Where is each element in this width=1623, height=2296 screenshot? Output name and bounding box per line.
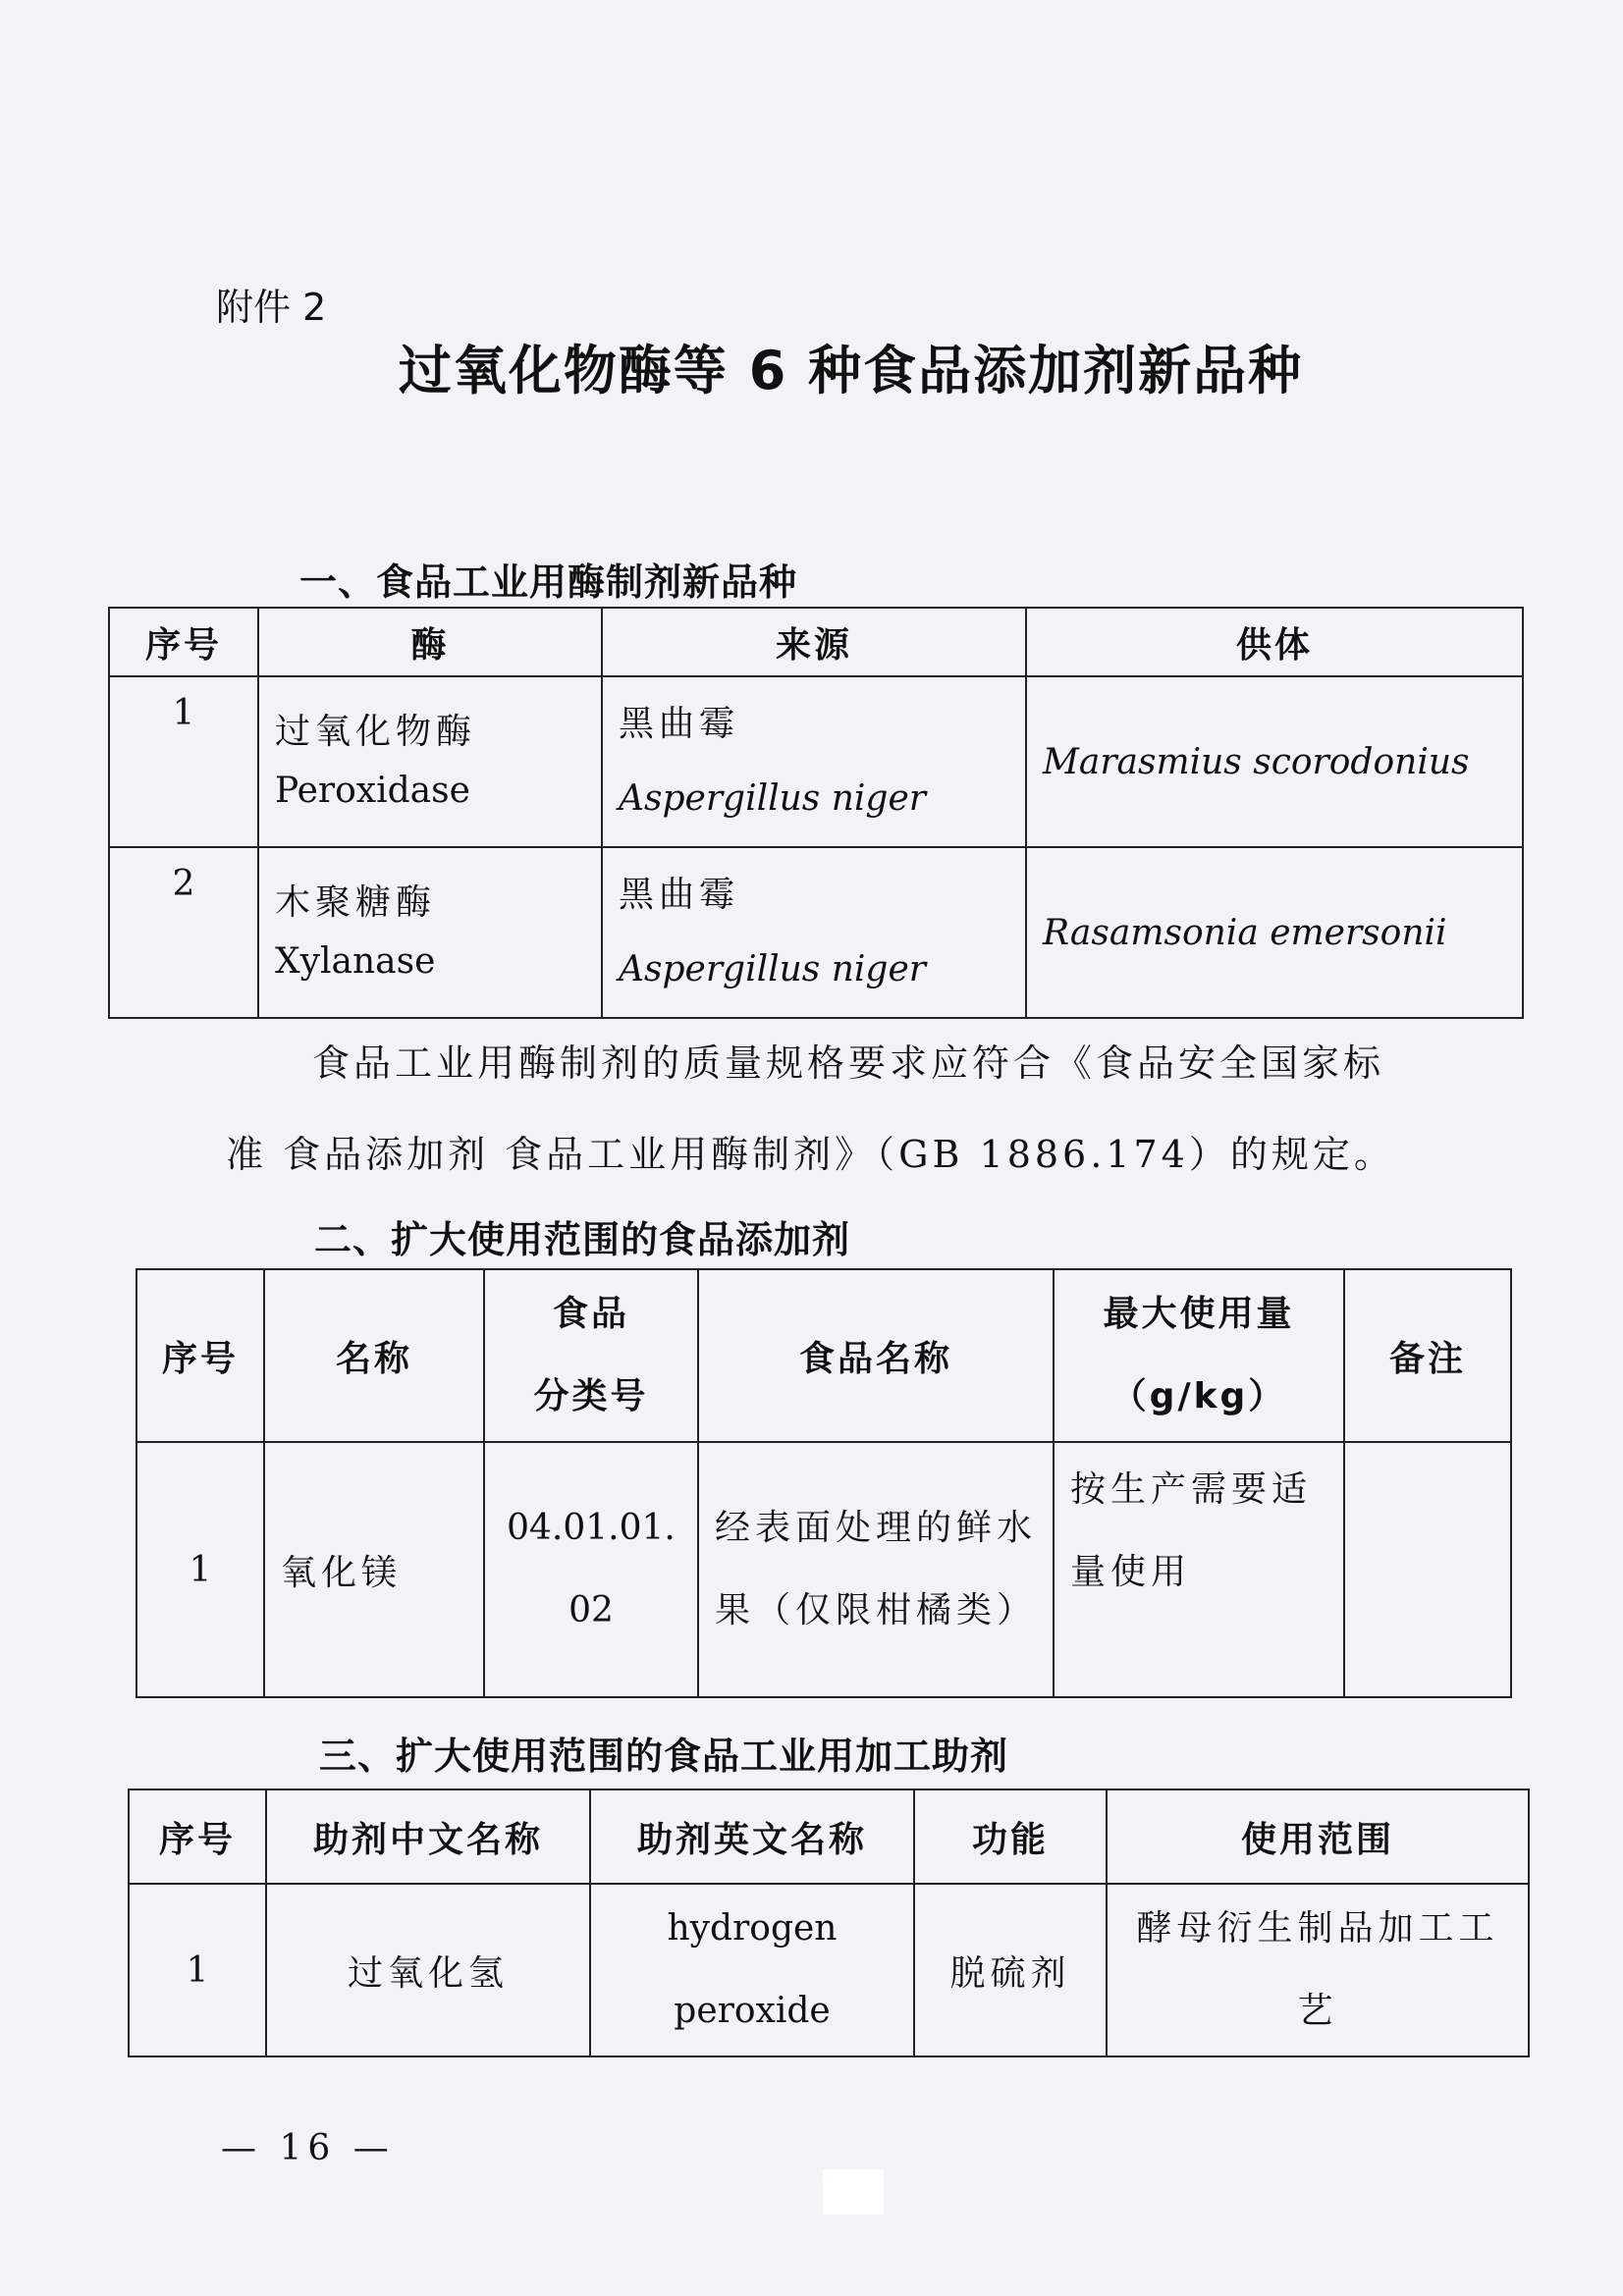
aid-name-en: hydrogen peroxide	[590, 1884, 914, 2056]
header-category	[484, 1269, 698, 1442]
header-name-cn: 助剂中文名称	[266, 1789, 590, 1884]
enzyme-en: Peroxidase	[275, 771, 470, 811]
row-no: 1	[129, 1884, 266, 2056]
source-cn: 黑曲霉	[619, 875, 740, 915]
category-number: 04.01.01.02	[484, 1442, 698, 1697]
aid-scope: 酵母衍生制品加工工艺	[1107, 1884, 1529, 2056]
enzyme-cell	[258, 847, 602, 1018]
header-max	[1054, 1269, 1344, 1442]
header-enzyme: 酶	[258, 608, 602, 676]
source-cn: 黑曲霉	[619, 704, 740, 744]
enzyme-table	[108, 607, 1524, 1019]
header-no: 序号	[109, 608, 258, 676]
table-row	[136, 1442, 1511, 1697]
header-max-line1: 最大使用量	[1103, 1294, 1295, 1334]
max-usage: 按生产需要适量使用	[1054, 1442, 1344, 1697]
section1-heading: 一、食品工业用酶制剂新品种	[299, 561, 798, 604]
source-latin: Aspergillus niger	[619, 949, 926, 989]
header-category-line1: 食品	[552, 1294, 629, 1334]
header-donor: 供体	[1026, 608, 1523, 676]
donor-cell: Marasmius scorodonius	[1026, 676, 1523, 847]
page-number: — 16 —	[221, 2128, 395, 2168]
row-no: 2	[109, 847, 258, 1018]
note-line-2: 准 食品添加剂 食品工业用酶制剂》（GB 1886.174）的规定。	[226, 1133, 1395, 1176]
table-row	[109, 847, 1523, 1018]
header-food: 食品名称	[698, 1269, 1054, 1442]
source-cell	[602, 847, 1026, 1018]
additive-table	[135, 1268, 1512, 1698]
header-function: 功能	[914, 1789, 1107, 1884]
annex-label: 附件 2	[216, 286, 327, 329]
table-row	[109, 676, 1523, 847]
enzyme-en: Xylanase	[275, 941, 436, 982]
aid-function: 脱硫剂	[914, 1884, 1107, 2056]
additive-name: 氧化镁	[264, 1442, 484, 1697]
note-line-1: 食品工业用酶制剂的质量规格要求应符合《食品安全国家标	[312, 1041, 1385, 1085]
header-name-en: 助剂英文名称	[590, 1789, 914, 1884]
header-remark: 备注	[1344, 1269, 1511, 1442]
enzyme-cn: 木聚糖酶	[275, 882, 437, 923]
aid-name-cn: 过氧化氢	[266, 1884, 590, 2056]
table-row	[129, 1884, 1529, 2056]
enzyme-table-header	[109, 608, 1523, 676]
header-category-line2: 分类号	[533, 1376, 649, 1416]
header-scope: 使用范围	[1107, 1789, 1529, 1884]
row-no: 1	[136, 1442, 264, 1697]
header-max-line2: （g/kg）	[1110, 1376, 1287, 1416]
additive-table-header	[136, 1269, 1511, 1442]
enzyme-cell	[258, 676, 602, 847]
row-no: 1	[109, 676, 258, 847]
source-cell	[602, 676, 1026, 847]
section3-heading: 三、扩大使用范围的食品工业用加工助剂	[319, 1735, 1009, 1778]
processing-aid-table	[128, 1789, 1530, 2057]
section2-heading: 二、扩大使用范围的食品添加剂	[314, 1218, 851, 1261]
processing-aid-table-header	[129, 1789, 1529, 1884]
header-name: 名称	[264, 1269, 484, 1442]
document-title: 过氧化物酶等 6 种食品添加剂新品种	[398, 340, 1304, 401]
header-source: 来源	[602, 608, 1026, 676]
enzyme-cn: 过氧化物酶	[275, 712, 477, 752]
source-latin: Aspergillus niger	[619, 778, 926, 819]
redaction-box	[823, 2169, 884, 2215]
remark	[1344, 1442, 1511, 1697]
donor-cell: Rasamsonia emersonii	[1026, 847, 1523, 1018]
food-name: 经表面处理的鲜水果（仅限柑橘类）	[698, 1442, 1054, 1697]
header-no: 序号	[136, 1269, 264, 1442]
header-no: 序号	[129, 1789, 266, 1884]
